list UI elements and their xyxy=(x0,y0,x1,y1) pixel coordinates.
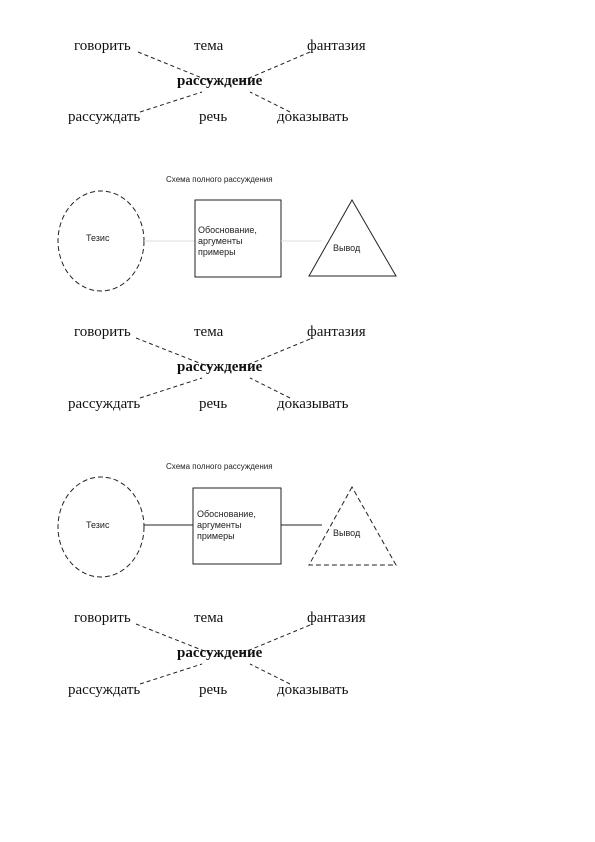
word-bottom-middle: речь xyxy=(199,109,228,125)
conclusion-triangle xyxy=(309,487,396,565)
conclusion-label: Вывод xyxy=(333,243,361,253)
argument-line: примеры xyxy=(198,247,236,257)
word-top-left: говорить xyxy=(74,324,131,340)
thesis-label: Тезис xyxy=(86,233,110,243)
word-bottom-left: рассуждать xyxy=(68,109,141,125)
argument-line: аргументы xyxy=(198,236,243,246)
word-top-middle: тема xyxy=(194,610,224,626)
word-top-right: фантазия xyxy=(307,324,366,340)
conclusion-label: Вывод xyxy=(333,528,361,538)
argument-line: аргументы xyxy=(197,520,242,530)
word-top-right: фантазия xyxy=(307,610,366,626)
conclusion-triangle xyxy=(309,200,396,276)
argument-label xyxy=(198,225,257,258)
word-bottom-middle: речь xyxy=(199,396,228,412)
word-center: рассуждение xyxy=(177,359,263,375)
word-top-middle: тема xyxy=(194,38,224,54)
argument-label xyxy=(197,509,256,542)
word-bottom-right: доказывать xyxy=(277,682,349,698)
thesis-label: Тезис xyxy=(86,520,110,530)
word-bottom-middle: речь xyxy=(199,682,228,698)
word-top-left: говорить xyxy=(74,38,131,54)
word-center: рассуждение xyxy=(177,73,263,89)
word-bottom-right: доказывать xyxy=(277,396,349,412)
scheme-title: Схема полного рассуждения xyxy=(166,175,273,184)
word-center: рассуждение xyxy=(177,645,263,661)
connector xyxy=(250,378,290,398)
word-bottom-right: доказывать xyxy=(277,109,349,125)
connector xyxy=(250,664,290,684)
argument-line: примеры xyxy=(197,531,235,541)
word-top-left: говорить xyxy=(74,610,131,626)
connector xyxy=(140,664,202,684)
word-bottom-left: рассуждать xyxy=(68,682,141,698)
connector xyxy=(140,378,202,398)
argument-line: Обоснование, xyxy=(198,225,257,235)
word-top-middle: тема xyxy=(194,324,224,340)
connector xyxy=(140,92,202,112)
argument-line: Обоснование, xyxy=(197,509,256,519)
word-bottom-left: рассуждать xyxy=(68,396,141,412)
scheme-title: Схема полного рассуждения xyxy=(166,462,273,471)
word-top-right: фантазия xyxy=(307,38,366,54)
